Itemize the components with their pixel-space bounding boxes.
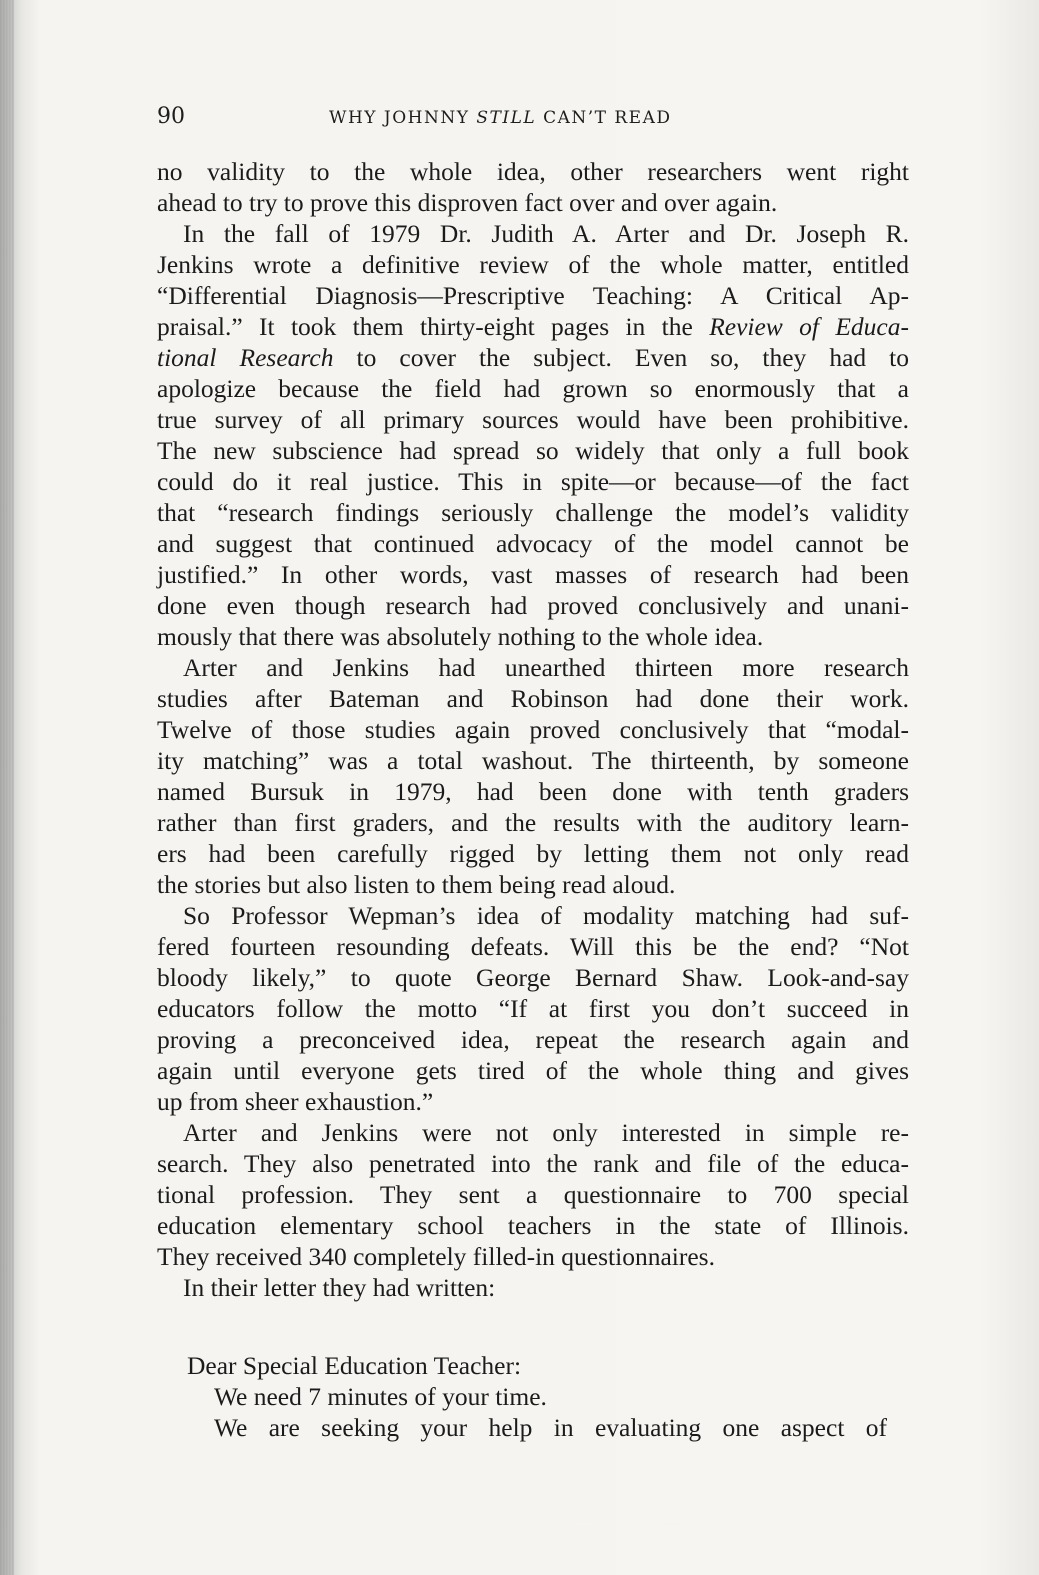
text-line: So Professor Wepman’s idea of modality matching had suf- — [183, 901, 909, 930]
letter-line: We are seeking your help in evaluating one aspect of — [214, 1413, 887, 1442]
text-line: the stories but also listen to them being read aloud. — [157, 870, 676, 899]
italic-title: tional Research — [157, 343, 334, 372]
text-line: The new subscience had spread so widely that only a full book — [157, 436, 909, 465]
running-head — [329, 108, 672, 128]
text-line: could do it real justice. This in spite—or because—of the fact — [157, 467, 909, 496]
page-header — [157, 104, 909, 136]
page-edge-shadow — [0, 0, 14, 1575]
text-line: and suggest that continued advocacy of the model cannot be — [157, 529, 909, 558]
running-head-start: WHY JOHNNY — [329, 108, 477, 128]
letter-salutation: Dear Special Education Teacher: — [187, 1351, 522, 1380]
text-line: Twelve of those studies again proved conclusively that “modal- — [157, 715, 909, 744]
text-line: In the fall of 1979 Dr. Judith A. Arter and Dr. Joseph R. — [183, 219, 909, 248]
text-line: true survey of all primary sources would have been prohibitive. — [157, 405, 909, 434]
text-line — [157, 311, 909, 342]
text-line — [157, 342, 909, 373]
text-line: tional profession. They sent a questionnaire to 700 special — [157, 1180, 909, 1209]
text-line: search. They also penetrated into the rank and file of the educa- — [157, 1149, 909, 1178]
text-line: named Bursuk in 1979, had been done with tenth graders — [157, 777, 909, 806]
text-line: education elementary school teachers in the state of Illinois. — [157, 1211, 909, 1240]
text-line: fered fourteen resounding defeats. Will this be the end? “Not — [157, 932, 909, 961]
text-line: proving a preconceived idea, repeat the research again and — [157, 1025, 909, 1054]
text-line: Arter and Jenkins were not only interested in simple re- — [183, 1118, 909, 1147]
text-segment: praisal.” It took them thirty-eight pages in the — [157, 312, 710, 341]
text-line: ahead to try to prove this disproven fact over and over again. — [157, 188, 778, 217]
text-line: ity matching” was a total washout. The thirteenth, by someone — [157, 746, 909, 775]
text-line: They received 340 completely filled-in questionnaires. — [157, 1242, 715, 1271]
text-line: mously that there was absolutely nothing to the whole idea. — [157, 622, 764, 651]
text-segment: to cover the subject. Even so, they had to — [333, 343, 910, 372]
text-line: “Differential Diagnosis—Prescriptive Teaching: A Critical Ap- — [157, 281, 909, 310]
text-line: Jenkins wrote a definitive review of the whole matter, entitled — [157, 250, 909, 279]
text-line: rather than first graders, and the results with the auditory learn- — [157, 808, 909, 837]
body-text — [157, 156, 909, 1303]
text-line: ers had been carefully rigged by letting them not only read — [157, 839, 909, 868]
text-line: In their letter they had written: — [183, 1273, 496, 1302]
text-line: apologize because the field had grown so enormously that a — [157, 374, 909, 403]
letter-line: We need 7 minutes of your time. — [214, 1382, 547, 1411]
running-head-italic: STILL — [476, 108, 537, 128]
text-line: bloody likely,” to quote George Bernard Shaw. Look-and-say — [157, 963, 909, 992]
text-line: Arter and Jenkins had unearthed thirteen more research — [183, 653, 909, 682]
text-line: up from sheer exhaustion.” — [157, 1087, 434, 1116]
italic-title: Review of Educa- — [709, 312, 909, 341]
running-head-end: CAN’T READ — [536, 108, 672, 128]
text-line: educators follow the motto “If at first you don’t succeed in — [157, 994, 909, 1023]
text-line: done even though research had proved conclusively and unani- — [157, 591, 909, 620]
text-line: no validity to the whole idea, other researchers went right — [157, 157, 909, 186]
text-line: studies after Bateman and Robinson had done their work. — [157, 684, 909, 713]
page-number: 90 — [157, 104, 185, 129]
quoted-letter — [187, 1350, 887, 1443]
text-line: justified.” In other words, vast masses of research had been — [157, 560, 909, 589]
text-line: that “research findings seriously challenge the model’s validity — [157, 498, 909, 527]
text-line: again until everyone gets tired of the whole thing and gives — [157, 1056, 909, 1085]
